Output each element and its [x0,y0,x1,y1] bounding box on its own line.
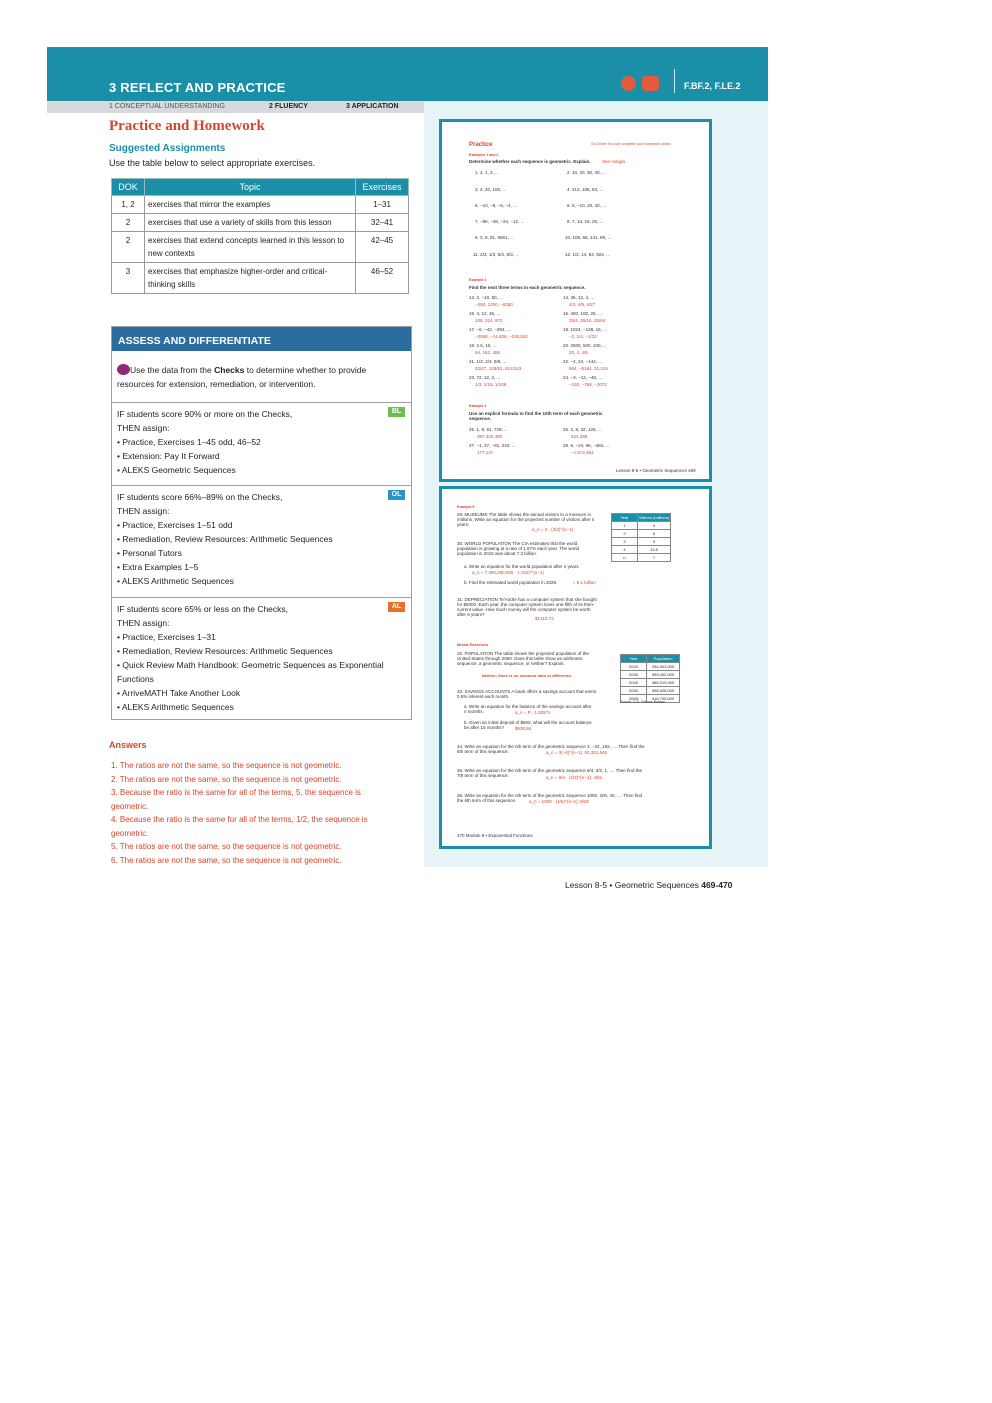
exercise: 6. 5, −10, 20, 40, ... [567,203,606,208]
instructions: Determine whether each sequence is geometric. Explain. [469,159,591,164]
answer-item: 6. The ratios are not the same, so the sequence is not geometric. [111,855,342,865]
table-cell: 3 [612,538,638,546]
suggested-heading: Suggested Assignments [109,143,226,154]
population-table [620,654,680,703]
assess-title-bar [112,327,411,351]
exercise: 9. 3, 9, 81, 6561, ... [475,235,514,240]
person-icon [621,76,636,91]
answer-33a: a_n = P · 1.005^n [515,710,551,715]
problem-34: 34. Write an equation for the nth term of the geometric sequence 3, −24, 192, .... Then find the 6th term of this sequence. [457,744,645,754]
example4-label: Example 4 [469,404,487,408]
exercises-cell: 46–52 [356,263,409,294]
list-item: • Extension: Pay It Forward [117,451,220,461]
if-line: IF students score 90% or more on the Checks, [117,409,293,419]
exercise: 13. 2, −10, 50, ... [469,295,503,300]
answers-list [111,759,411,867]
table-cell: 2030 [621,671,647,679]
assess-title: ASSESS AND DIFFERENTIATE [118,335,271,347]
example5-label: Example 5 [457,505,475,509]
example4-instructions: Use an explicit formula to find the 10th term of each geometric sequence. [469,411,603,421]
list-item: • ALEKS Arithmetic Sequences [117,576,234,586]
answer-30a: a_n = 7,300,000,000 · 1.0167^(n−1) [472,570,544,575]
exercise: 24. −3, −12, −48, ... [563,375,603,380]
exercise: 11. 2/3, 1/3, 5/3, 6/3, ... [473,252,519,257]
answer: 25/4, 25/16, 25/64 [569,318,606,323]
topic-cell: exercises that use a variety of skills from this lesson [145,214,356,232]
exercise: 25. 1, 9, 81, 729, ... [469,427,508,432]
table-row [112,263,409,294]
topic-cell: exercises that emphasize higher-order and critical-thinking skills [145,263,356,294]
answer-item: geometric. [111,828,149,838]
page-title: Practice and Homework [109,118,265,134]
list-item: • Extra Examples 1–5 [117,562,199,572]
assess-intro [117,363,402,391]
table-cell: 359,402,000 [647,671,680,679]
dok-cell: 1, 2 [112,196,145,214]
table-cell: 4 [612,546,638,554]
tab-conceptual[interactable]: 1 CONCEPTUAL UNDERSTANDING [109,103,225,110]
list-item: • ArriveMATH Take Another Look [117,688,241,698]
intro-suffix: to determine whether to provide resources for extension, remediation, or intervention. [117,365,367,389]
assess-differentiate-box [111,326,412,720]
table-cell: 416,795,000 [647,695,680,703]
answer: −250, 1250, −6250 [475,302,513,307]
exercise: 8. 7, 13, 19, 25, ... [567,219,604,224]
example3-label: Example 3 [469,278,487,282]
page-footer [565,880,732,890]
page1-title: Practice [469,142,493,148]
then-line: THEN assign: [117,618,170,628]
exercise: 3. 4, 20, 100, ... [475,187,507,192]
problem-35: 35. Write an equation for the nth term of the geometric sequence 9/4, 3/2, 1, .... Then find the 7th term of this sequence. [457,768,642,778]
table-cell: ? [638,554,671,562]
exercise: 12. 1/2, 14, 84, 504, ... [565,252,611,257]
al-badge: AL [388,602,405,612]
answer-29: a_n = 4 · (3/2)^(n−1) [532,527,574,532]
exercise: 22. −4, 24, −144, ... [563,359,603,364]
student-page-469 [439,119,712,482]
dok-cell: 2 [112,232,145,263]
page1-footer: Lesson 8-5 • Geometric Sequences 469 [616,468,696,473]
exercise: 17. −6, −42, −294, ... [469,327,511,332]
answers-heading: Answers [109,740,147,750]
intro-prefix: Use the data from the [130,365,215,375]
answer: 4/3, 4/9, 4/27 [569,302,596,307]
table-cell: 1 [612,522,638,530]
level-box-al [112,597,411,719]
exercise: 2. 10, 20, 30, 40, ... [567,170,606,175]
then-line: THEN assign: [117,423,170,433]
table-cell: 2050 [621,687,647,695]
list-item: • Practice, Exercises 1–45 odd, 46–52 [117,437,261,447]
table-row [112,214,409,232]
answer: 20, 4, 4/5 [569,350,588,355]
tab-bar [47,101,424,113]
list-item: • ALEKS Arithmetic Sequences [117,702,234,712]
answer: 864, −5184, 31,104 [569,366,608,371]
list-item: • Quick Review Math Handbook: Geometric Sequences as Exponential [117,660,384,670]
answer: 387,420,489 [477,434,503,439]
answer-36: a_n = 1000 · (1/5)^(n−1); 8/25 [529,799,589,804]
list-item: • Practice, Exercises 1–31 [117,632,216,642]
level-box-bl [112,402,411,485]
exercise: 7. −96, −48, −24, −12, ... [475,219,525,224]
table-cell: 6 [638,530,671,538]
answer: −2058, −14,406, −100,842 [475,334,528,339]
table-header: Population [647,655,680,663]
exercise: 19. 2.5, 10, ... [469,343,497,348]
visitors-table [611,513,671,562]
tab-fluency[interactable]: 2 FLUENCY [269,103,308,110]
exercise: 28. 6, −24, 96, −384, ... [563,443,610,448]
answer-33b: $538.84 [515,726,532,731]
table-cell: 2060 [621,695,647,703]
problem-30: 30. WORLD POPULATION The CIA estimates that the world population is growing at a rate of 1.67% each year. The world population in 2015 was about 7.3 billion. [457,541,579,556]
problem-30b: b. Find the estimated world population in 2025. [464,580,558,585]
answer-item: geometric. [111,801,149,811]
answer-item: 2. The ratios are not the same, so the sequence is not geometric. [111,774,342,784]
exercise: 26. 2, 8, 32, 128, ... [563,427,602,432]
exercise: 27. −1, 27, −81, 243, ... [469,443,516,448]
table-cell: 2020 [621,663,647,671]
answer: 54, 162, 486 [475,350,501,355]
table-row [112,196,409,214]
examples-label: Examples 1 and 2 [469,153,499,157]
answer-34: a_n = 3(−8)^(n−1); 50,331,648 [546,750,608,755]
dok-header: DOK [112,179,145,196]
dok-cell: 2 [112,214,145,232]
page2-footer: 470 Module 8 • Exponential Functions [457,833,533,838]
see-margin: See margin. [602,159,627,164]
table-cell: 2 [612,530,638,538]
answer: 177,147 [477,450,494,455]
example3-instructions: Find the next three terms in each geometric sequence. [469,285,586,290]
exercise: 16. 400, 100, 25, ... [563,311,602,316]
exercises-cell: 1–31 [356,196,409,214]
list-item: • Personal Tutors [117,548,182,558]
problem-33b: b. Given an initial deposit of $500, what will the account balance be after 15 months? [464,720,592,730]
census-source: Source: U.S. Census Bureau [620,700,665,704]
problem-30a: a. Write an equation for the world population after n years. [464,564,580,569]
standards-label: F.BF.2, F.LE.2 [684,81,741,91]
answer: −192, −768, −3072 [569,382,607,387]
answer-30b: ≈ 8.1 billion [573,580,596,585]
dok-cell: 3 [112,263,145,294]
table-header: Year [621,655,647,663]
exercises-cell: 42–45 [356,232,409,263]
bl-badge: BL [388,407,405,417]
exercise: 5. −10, −8, −6, −4, ... [475,203,517,208]
mixed-exercises-label: Mixed Exercises [457,642,489,647]
problem-32: 32. POPULATION The table shows the projected population of the United States through 2060. Does this table show an arithmetic sequence, a geometric sequence, or neither? Explain. [457,651,589,666]
group-icon [642,76,659,91]
topic-cell: exercises that extend concepts learned in this lesson to new contexts [145,232,356,263]
table-cell: 334,503,000 [647,663,680,671]
exercises-header: Exercises [356,179,409,196]
answer-item: 1. The ratios are not the same, so the sequence is not geometric. [111,761,342,770]
problem-29: 29. MUSEUMS The table shows the annual visitors to a museum in millions. Write an equation for the projected number of visitors after n years. [457,512,595,527]
problem-31: 31. DEPRECIATION Te'Andre has a computer system that she bought for $5000. Each year, the computer system loses one-fifth of its then-current value. How much money will the computer system be worth after 6 years? [457,597,597,617]
answer: 32/27, 128/81, 512/243 [475,366,522,371]
answer-item: 3. Because the ratio is the same for all of the terms, 5, the sequence is [111,788,361,797]
list-item: • Practice, Exercises 1–51 odd [117,520,233,530]
if-line: IF students score 66%–89% on the Checks, [117,492,283,502]
list-item: • Remediation, Review Resources: Arithmetic Sequences [117,646,333,656]
table-cell: 4 [638,522,671,530]
ol-badge: OL [388,490,405,500]
section-title: 3 REFLECT AND PRACTICE [109,80,286,95]
table-row [112,232,409,263]
intro-checks: Checks [214,365,245,375]
if-line: IF students score 65% or less on the Checks, [117,604,289,614]
footer-pages: 469-470 [701,880,733,890]
checks-chart-icon [117,364,130,375]
exercise: 23. 72, 12, 2, ... [469,375,501,380]
then-line: THEN assign: [117,506,170,516]
answer: 1/3, 1/18, 1/108 [475,382,507,387]
table-cell: 13.5 [638,546,671,554]
section-header [47,47,768,101]
student-page-470 [439,486,712,849]
exercise: 21. 1/2, 2/3, 8/9, ... [469,359,507,364]
answer: 108, 324, 972 [475,318,503,323]
exercises-cell: 32–41 [356,214,409,232]
list-item: Functions [117,674,154,684]
header-divider [674,69,675,93]
table-cell: 398,328,000 [647,687,680,695]
dok-header-row [112,179,409,196]
go-online-note: Go Online You can complete your homework online. [591,142,672,146]
exercise: 20. 2500, 500, 100, ... [563,343,607,348]
answer: −2, 1/4, −1/32 [569,334,597,339]
exercise: 18. 1024, −128, 16, ... [563,327,607,332]
exercise: 4. 212, 106, 53, ... [567,187,604,192]
table-header: Year [612,514,638,522]
topic-cell: exercises that mirror the examples [145,196,356,214]
table-cell: n [612,554,638,562]
list-item: • ALEKS Geometric Sequences [117,465,236,475]
table-cell: 9 [638,538,671,546]
answer-32: Neither; there is no common ratio or difference. [482,673,573,678]
exercise: 1. 4, 1, 2, ... [475,170,499,175]
problem-33a: a. Write an equation for the balance of the savings account after n months. [464,704,592,714]
exercise: 10. 108, 66, 141, 99, ... [565,235,612,240]
answer-31: $1310.72 [535,616,554,621]
table-cell: 2040 [621,679,647,687]
problem-33: 33. SAVINGS ACCOUNTS A bank offers a savings account that earns 0.5% interest each month. [457,689,597,699]
topic-header: Topic [145,179,356,196]
exercise: 15. 4, 12, 36, ... [469,311,501,316]
tab-application[interactable]: 3 APPLICATION [346,103,399,110]
answer-item: 4. Because the ratio is the same for all of the terms, 1/2, the sequence is [111,815,368,824]
table-cell: 380,219,000 [647,679,680,687]
level-box-ol [112,485,411,597]
answer: 524,288 [571,434,588,439]
problem-36: 36. Write an equation for the nth term of the geometric sequence 1000, 200, 40, .... Then find the 6th term of this sequence. [457,793,642,803]
answer-35: a_n = 9/4 · (2/3)^(n−1); 4/81 [546,775,603,780]
exercise: 14. 36, 12, 4, ... [563,295,595,300]
dok-table [111,178,409,294]
list-item: • Remediation, Review Resources: Arithmetic Sequences [117,534,333,544]
answer: −1,572,864 [571,450,594,455]
footer-lesson: Lesson 8-5 • Geometric Sequences [565,880,702,890]
answer-item: 5. The ratios are not the same, so the sequence is not geometric. [111,842,342,851]
suggested-note: Use the table below to select appropriate exercises. [109,158,316,168]
table-header: Visitors (millions) [638,515,670,520]
